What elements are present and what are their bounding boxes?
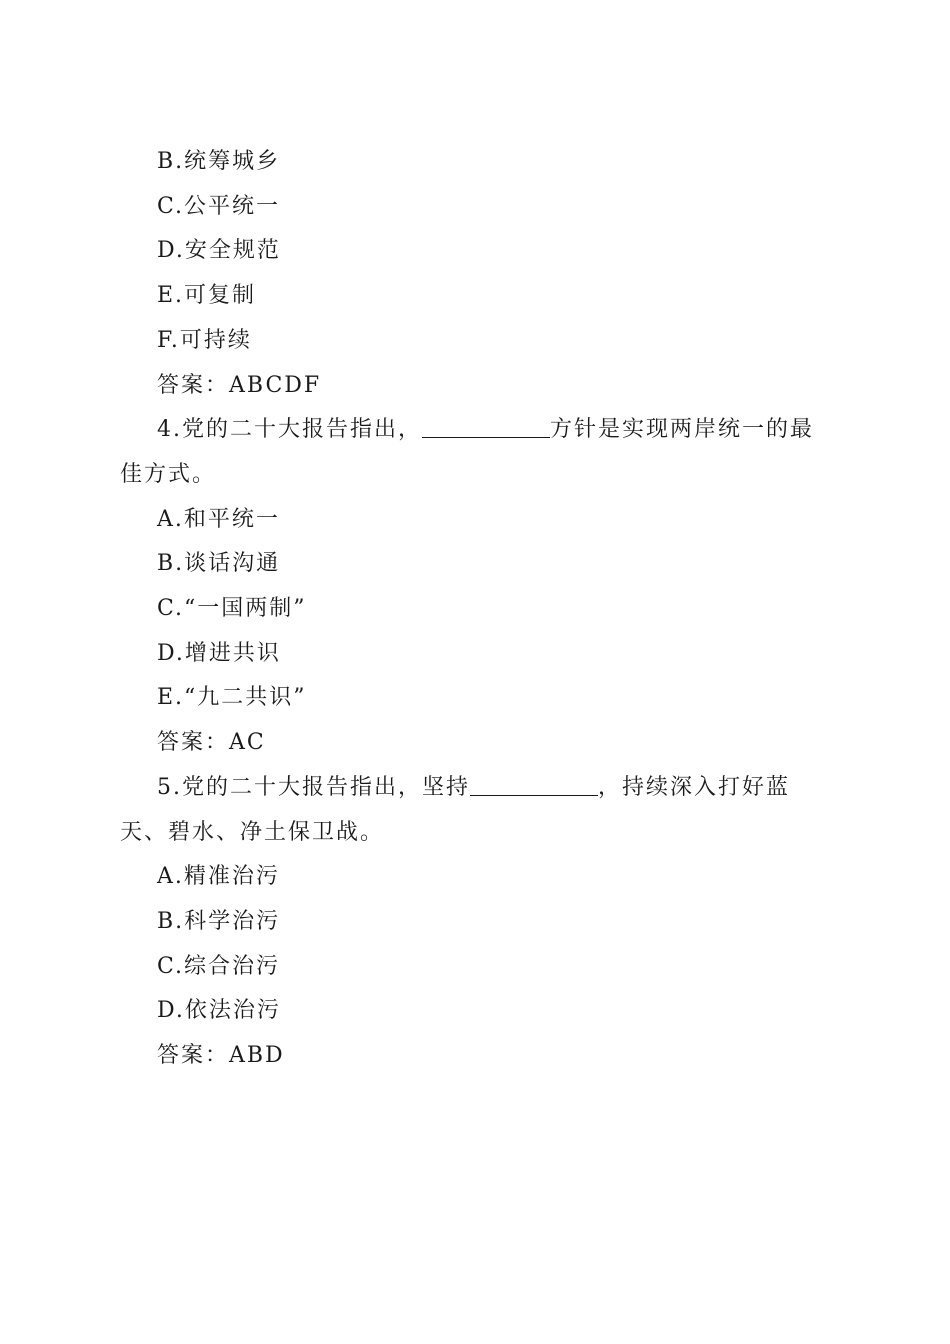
q5-option-c: C.综合治污: [157, 953, 281, 979]
q3-option-b: B.统筹城乡: [157, 149, 281, 174]
q4-answer: 答案：AC: [157, 730, 266, 756]
q3-option-e: E.可复制: [157, 283, 257, 309]
q5-option-a: A.精准治污: [157, 864, 280, 890]
document-body: [120, 140, 830, 1079]
q4-answer-blank: [422, 411, 550, 438]
q4-option-c: C.“一国两制”: [157, 596, 307, 622]
q4-option-b: B.谈话沟通: [157, 551, 281, 577]
q4-stem-after: 方针是实现两岸统一的最佳方式。: [120, 417, 815, 487]
q5-stem-before: 5.党的二十大报告指出，坚持: [157, 774, 470, 800]
q4-option-a: A.和平统一: [157, 506, 280, 532]
q3-answer: 答案：ABCDF: [157, 372, 322, 398]
q3-option-c: C.公平统一: [157, 193, 281, 219]
q5-option-d: D.依法治污: [157, 998, 281, 1024]
q5-stem: [120, 766, 830, 855]
q4-option-e: E.“九二共识”: [157, 685, 307, 711]
q4-option-d: D.增进共识: [157, 640, 281, 666]
q4-stem: [120, 408, 830, 497]
q3-option-d: D.安全规范: [157, 238, 281, 264]
q5-option-b: B.科学治污: [157, 908, 281, 934]
q5-answer: 答案：ABD: [157, 1043, 285, 1069]
q5-answer-blank: [470, 769, 598, 796]
q5-stem-after: ，持续深入打好蓝天、碧水、净土保卫战。: [120, 774, 791, 845]
q4-stem-before: 4.党的二十大报告指出，: [157, 417, 422, 443]
q3-option-f: F.可持续: [157, 327, 252, 353]
